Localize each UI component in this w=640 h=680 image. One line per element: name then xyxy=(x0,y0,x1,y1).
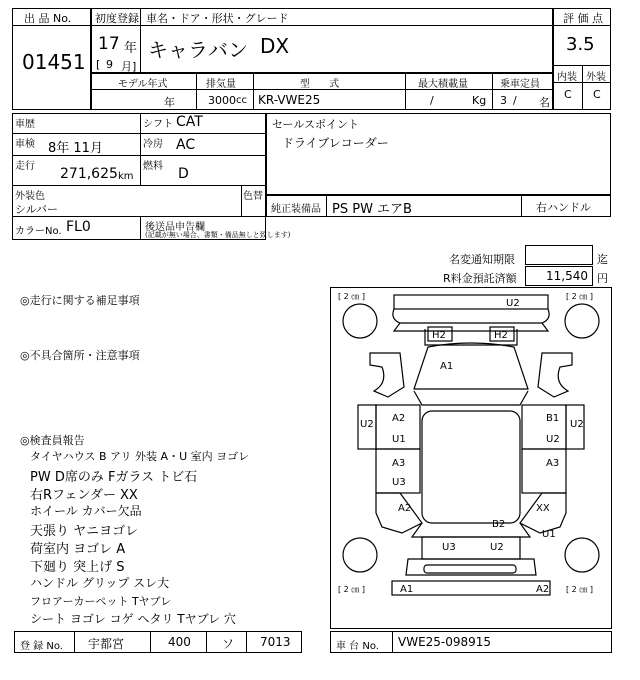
eval-score: 3.5 xyxy=(566,34,595,55)
recycle-unit: 円 xyxy=(597,272,608,285)
shift-label: シフト xyxy=(143,119,173,130)
divider xyxy=(405,73,406,110)
inspector-note-6: 荷室内 ヨゴレ A xyxy=(30,542,126,557)
divider xyxy=(140,216,141,240)
inspector-note-8: ハンドル グリップ スレ大 xyxy=(30,576,170,590)
inspection-value: 8年 11月 xyxy=(48,141,103,156)
mark-right-front-b1: B1 xyxy=(546,413,560,424)
divider xyxy=(582,65,583,110)
divider xyxy=(12,185,266,186)
handle-value: 右ハンドル xyxy=(536,201,591,214)
model-code: KR-VWE25 xyxy=(258,93,321,107)
reg-number: 7013 xyxy=(260,635,291,649)
mark-rear-u3: U3 xyxy=(442,542,456,553)
ac-value: AC xyxy=(176,137,196,153)
mark-h2-right: H2 xyxy=(494,330,508,341)
recycle-value: 11,540 xyxy=(546,269,588,283)
corner-label-br: [ 2 ㎝ ] xyxy=(566,585,593,594)
mark-front-bumper: U2 xyxy=(506,298,520,309)
first-reg-label: 初度登録 xyxy=(95,12,139,25)
mileage-label: 走行 xyxy=(15,161,35,172)
mark-left-quarter-a2: A2 xyxy=(398,503,412,514)
reg-class: 400 xyxy=(168,635,191,649)
mark-left-front-u1: U1 xyxy=(392,434,406,445)
reg-label: 登 録 No. xyxy=(20,641,63,652)
mark-left-front-a2: A2 xyxy=(392,413,406,424)
ac-label: 冷房 xyxy=(143,139,163,150)
mileage-value: 271,625 xyxy=(60,166,118,182)
car-name-label: 車名・ドア・形状・グレード xyxy=(146,12,289,25)
corner-label-tr: [ 2 ㎝ ] xyxy=(566,292,593,301)
divider xyxy=(253,73,254,110)
inspector-label: ◎検査員報告 xyxy=(20,434,85,447)
mark-right-front-u2: U2 xyxy=(546,434,560,445)
docs-label: 後送品申告欄 xyxy=(145,222,205,233)
divider xyxy=(196,73,197,110)
mark-left-front-u2: U2 xyxy=(360,419,374,430)
first-reg-month: 9 xyxy=(106,58,113,71)
model-year-label: モデル年式 xyxy=(118,79,168,90)
interior-grade: C xyxy=(564,88,572,101)
inspector-note-5: 天張り ヤニヨゴレ xyxy=(30,524,139,539)
color-no-label: カラーNo. xyxy=(15,226,62,237)
color-no-value: FL0 xyxy=(66,219,91,235)
inspector-note-4: ホイール カバー欠品 xyxy=(30,504,142,518)
displacement-label: 排気量 xyxy=(206,79,236,90)
inspector-note-3: 右Rフェンダー XX xyxy=(30,488,138,503)
year-unit: 年 xyxy=(124,41,138,56)
docs-note: (記載が無い場合、書類・備品無しと致します) xyxy=(145,231,291,239)
mark-right-front-far-u2: U2 xyxy=(570,419,584,430)
divider xyxy=(521,195,522,217)
fuel-value: D xyxy=(178,166,189,182)
reg-kana: ソ xyxy=(222,637,235,651)
shift-value: CAT xyxy=(176,114,203,130)
month-open: [ xyxy=(96,58,101,71)
divider xyxy=(140,8,141,25)
sales-points: ドライブレコーダー xyxy=(282,136,389,150)
divider xyxy=(492,73,493,110)
capacity-slash: / xyxy=(513,94,517,107)
chassis-label: 車 台 No. xyxy=(336,641,379,652)
mileage-unit: km xyxy=(118,171,134,182)
displacement: 3000 xyxy=(208,94,236,107)
deadline-box xyxy=(525,245,593,265)
mark-right-quarter-xx: XX xyxy=(536,503,550,514)
driving-notes-label: ◎走行に関する補足事項 xyxy=(20,294,140,307)
inspector-note-7: 下廻り 突上げ S xyxy=(30,560,125,575)
divider xyxy=(74,631,75,653)
capacity: 3 xyxy=(500,94,507,107)
divider xyxy=(326,195,327,217)
max-load-slash: / xyxy=(430,94,434,107)
eval-label: 評 価 点 xyxy=(563,12,603,25)
grade: DX xyxy=(260,34,290,58)
inspector-note-2: PW D席のみ Fガラス トビ石 xyxy=(30,470,198,485)
repaint-label: 色替 xyxy=(243,191,263,202)
deadline-label: 名変通知期限 xyxy=(449,253,515,266)
mark-left-rear-u3: U3 xyxy=(392,477,406,488)
divider xyxy=(12,133,266,134)
first-reg-year: 17 xyxy=(98,34,120,54)
mark-h2-left: H2 xyxy=(432,330,446,341)
equipment-value: PS PW エアB xyxy=(332,202,412,217)
car-diagram xyxy=(330,287,612,629)
lot-label: 出 品 No. xyxy=(24,12,72,25)
lot-number: 01451 xyxy=(22,50,86,74)
mark-right-rear-a3: A3 xyxy=(546,458,560,469)
exterior-label: 外装 xyxy=(586,72,606,83)
defect-notes-label: ◎不具合箇所・注意事項 xyxy=(20,349,140,362)
fuel-label: 燃料 xyxy=(143,161,163,172)
divider xyxy=(392,631,393,653)
equipment-label: 純正装備品 xyxy=(271,204,321,215)
sales-points-label: セールスポイント xyxy=(272,118,360,131)
type-label: 型 式 xyxy=(300,79,340,90)
inspection-label: 車検 xyxy=(15,139,35,150)
interior-label: 内装 xyxy=(557,72,577,83)
capacity-unit: 名 xyxy=(539,96,550,109)
chassis-number: VWE25-098915 xyxy=(398,635,492,649)
ext-color-label: 外装色 xyxy=(15,191,45,202)
exterior-grade: C xyxy=(593,88,601,101)
divider xyxy=(246,631,247,653)
model-year-unit: 年 xyxy=(164,96,175,109)
divider xyxy=(206,631,207,653)
divider xyxy=(150,631,151,653)
mark-roof-b2: B2 xyxy=(492,519,506,530)
mark-rear-u2: U2 xyxy=(490,542,504,553)
divider xyxy=(140,25,141,73)
history-label: 車歴 xyxy=(15,119,35,130)
reg-place: 宇都宮 xyxy=(88,637,125,651)
corner-label-bl: [ 2 ㎝ ] xyxy=(338,585,365,594)
deadline-unit: 迄 xyxy=(597,253,608,266)
displacement-unit: cc xyxy=(236,95,247,106)
divider xyxy=(241,185,242,216)
recycle-label: R料金預託済額 xyxy=(443,272,517,285)
max-load-label: 最大積載量 xyxy=(418,79,468,90)
mark-rear-bumper-a2: A2 xyxy=(536,584,550,595)
max-load-unit: Kg xyxy=(472,94,487,107)
inspector-note-9: フロアーカーペット Tヤブレ xyxy=(30,595,172,608)
month-unit: 月] xyxy=(121,60,137,73)
mark-hood: A1 xyxy=(440,361,454,372)
ext-color-value: シルバー xyxy=(15,203,58,216)
mark-rear-bumper-a1: A1 xyxy=(400,584,414,595)
capacity-label: 乗車定員 xyxy=(500,79,540,90)
car-name: キャラバン xyxy=(148,38,248,62)
mark-left-rear-a3: A3 xyxy=(392,458,406,469)
divider xyxy=(140,113,141,185)
corner-label-tl: [ 2 ㎝ ] xyxy=(338,292,365,301)
inspector-note-1: タイヤハウス B アリ 外装 A・U 室内 ヨゴレ xyxy=(30,450,250,463)
inspector-note-10: シート ヨゴレ コゲ ヘタリ Tヤブレ 穴 xyxy=(30,612,236,626)
mark-right-quarter-u1: U1 xyxy=(542,529,556,540)
